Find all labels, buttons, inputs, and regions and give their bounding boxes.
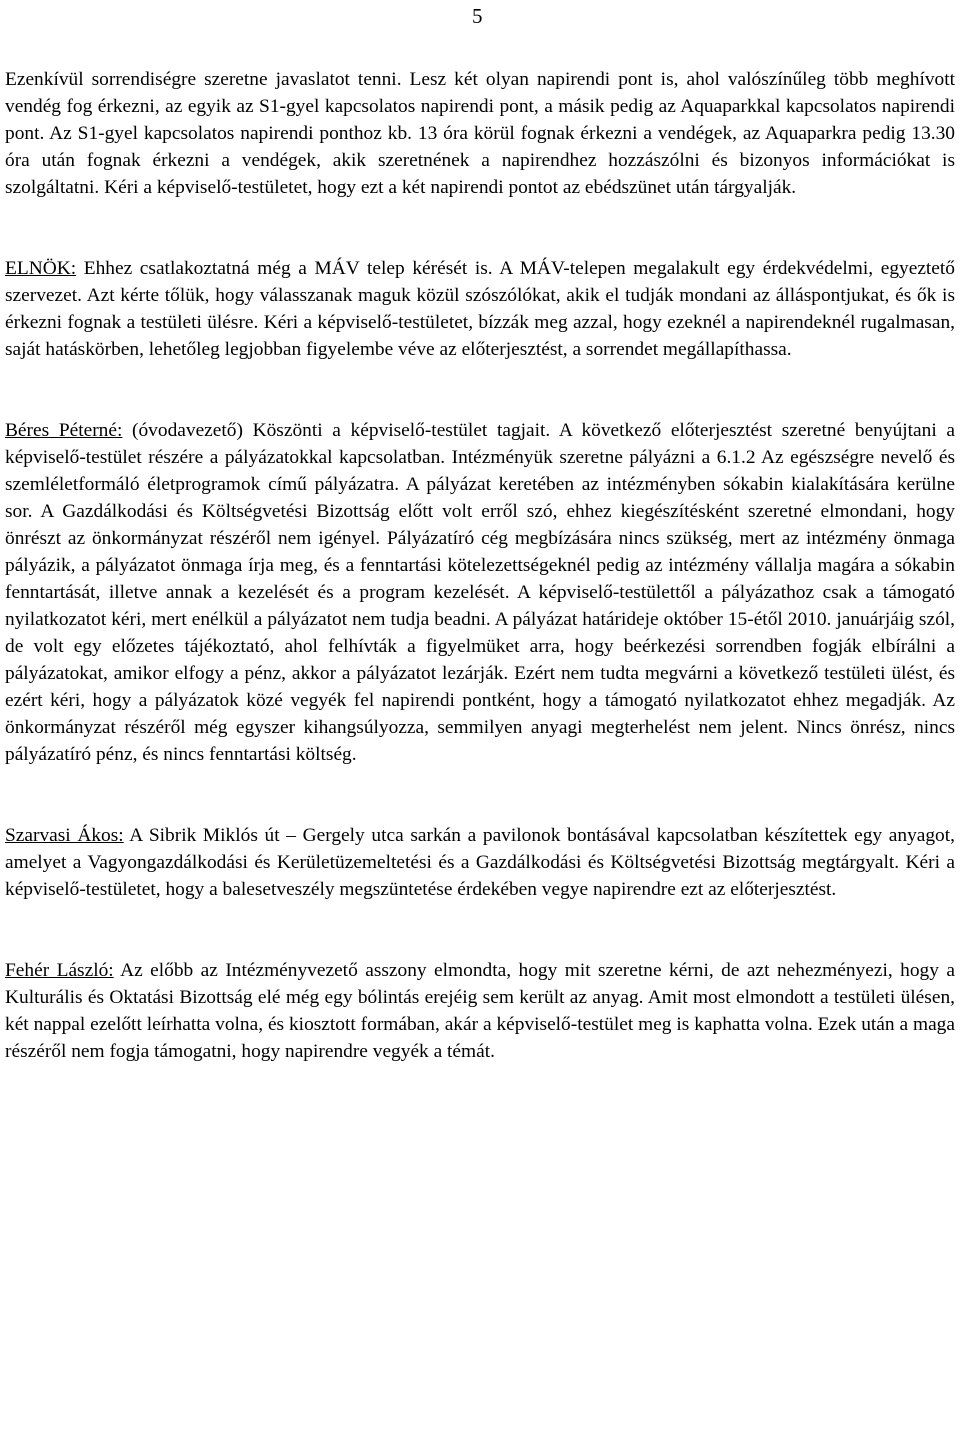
speaker-name: Béres Péterné: bbox=[5, 420, 123, 441]
document-body bbox=[5, 66, 955, 1065]
paragraph-text: Ezenkívül sorrendiségre szeretne javaslatot tenni. Lesz két olyan napirendi pont is, ahol valószínűleg több meghívott vendég fog érkezni, az egyik az S1-gyel kapcsolatos napirendi pont, a másik pedig az Aquaparkkal kapcsolatos napirendi pont. Az S1-gyel kapcsolatos napirendi ponthoz kb. 13 óra körül fognak érkezni a vendégek, az Aquaparkra pedig 13.30 óra után fognak érkezni a vendégek, akik szeretnének a napirendhez hozzászólni és bizonyos információkat is szolgáltatni. Kéri a képviselő-testületet, hogy ezt a két napirendi pontot az ebédszünet után tárgyalják. bbox=[5, 69, 955, 198]
paragraph-text: Ehhez csatlakoztatná még a MÁV telep kérését is. A MÁV-telepen megalakult egy érdekvédelmi, egyeztető szervezet. Azt kérte tőlük, hogy válasszanak maguk közül szószólókat, akik el tudják mondani az álláspontjukat, és ők is érkezni fognak a testületi ülésre. Kéri a képviselő-testületet, bízzák meg azzal, hogy ezeknél a napirendeknél rugalmasan, saját hatáskörben, lehetőleg legjobban figyelembe véve az előterjesztést, a sorrendet megállapíthassa. bbox=[5, 258, 955, 360]
paragraph-beres-peterne bbox=[5, 417, 955, 768]
paragraph-text: (óvodavezető) Köszönti a képviselő-testület tagjait. A következő előterjesztést szeretné benyújtani a képviselő-testület részére a pályázatokkal kapcsolatban. Intézményük szeretne pályázni a 6.1.2 Az egészségre nevelő és szemléletformáló életprogramok című pályázatra. A pályázat keretében az intézményben sókabin kialakítására kerülne sor. A Gazdálkodási és Költségvetési Bizottság előtt volt erről szó, ehhez kiegészítésként szeretné elmondani, hogy önrészt az önkormányzat részéről nem igényel. Pályázatíró cég megbízására nincs szükség, mert az intézmény önmaga pályázik, a pályázatot önmaga írja meg, és a fenntartási kötelezettségeknél pedig az intézmény vállalja magára a sókabin fenntartását, illetve annak a kezelését és a program kezelését. A képviselő-testülettől a pályázathoz csak a támogató nyilatkozatot kéri, mert enélkül a pályázatot nem tudja beadni. A pályázat határideje október 15-étől 2010. januárjáig szól, de volt egy előzetes tájékoztató, ahol felhívták a figyelmüket arra, hogy beérkezési sorrendben fogják elbírálni a pályázatokat, amikor elfogy a pénz, akkor a pályázatot lezárják. Ezért nem tudta megvárni a következő testületi ülést, és ezért kéri, hogy a pályázatok közé vegyék fel napirendi pontként, hogy a támogató nyilatkozatot ehhez megadják. Az önkormányzat részéről még egyszer kihangsúlyozza, semmilyen anyagi megterhelést nem jelent. Nincs önrész, nincs pályázatíró pénz, és nincs fenntartási költség. bbox=[5, 420, 955, 765]
paragraph-szarvasi-akos bbox=[5, 822, 955, 903]
paragraph-text: Az előbb az Intézményvezető asszony elmondta, hogy mit szeretne kérni, de azt nehezményezi, hogy a Kulturális és Oktatási Bizottság elé még egy bólintás erejéig sem került az anyag. Amit most elmondott a testületi ülésen, két nappal ezelőtt leírhatta volna, és kiosztott formában, akár a képviselő-testület meg is kaphatta volna. Ezek után a maga részéről nem fogja támogatni, hogy napirendre vegyék a témát. bbox=[5, 960, 955, 1062]
page-number: 5 bbox=[472, 4, 483, 28]
paragraph-feher-laszlo bbox=[5, 957, 955, 1065]
speaker-name: Fehér László: bbox=[5, 960, 114, 981]
paragraph-intro bbox=[5, 66, 955, 201]
paragraph-elnok bbox=[5, 255, 955, 363]
speaker-name: Szarvasi Ákos: bbox=[5, 825, 124, 846]
paragraph-text: A Sibrik Miklós út – Gergely utca sarkán a pavilonok bontásával kapcsolatban készítettek egy anyagot, amelyet a Vagyongazdálkodási és Kerületüzemeltetési és a Gazdálkodási és Költségvetési Bizottság megtárgyalt. Kéri a képviselő-testületet, hogy a balesetveszély megszüntetése érdekében vegye napirendre ezt az előterjesztést. bbox=[5, 825, 955, 900]
speaker-name: ELNÖK: bbox=[5, 258, 77, 279]
